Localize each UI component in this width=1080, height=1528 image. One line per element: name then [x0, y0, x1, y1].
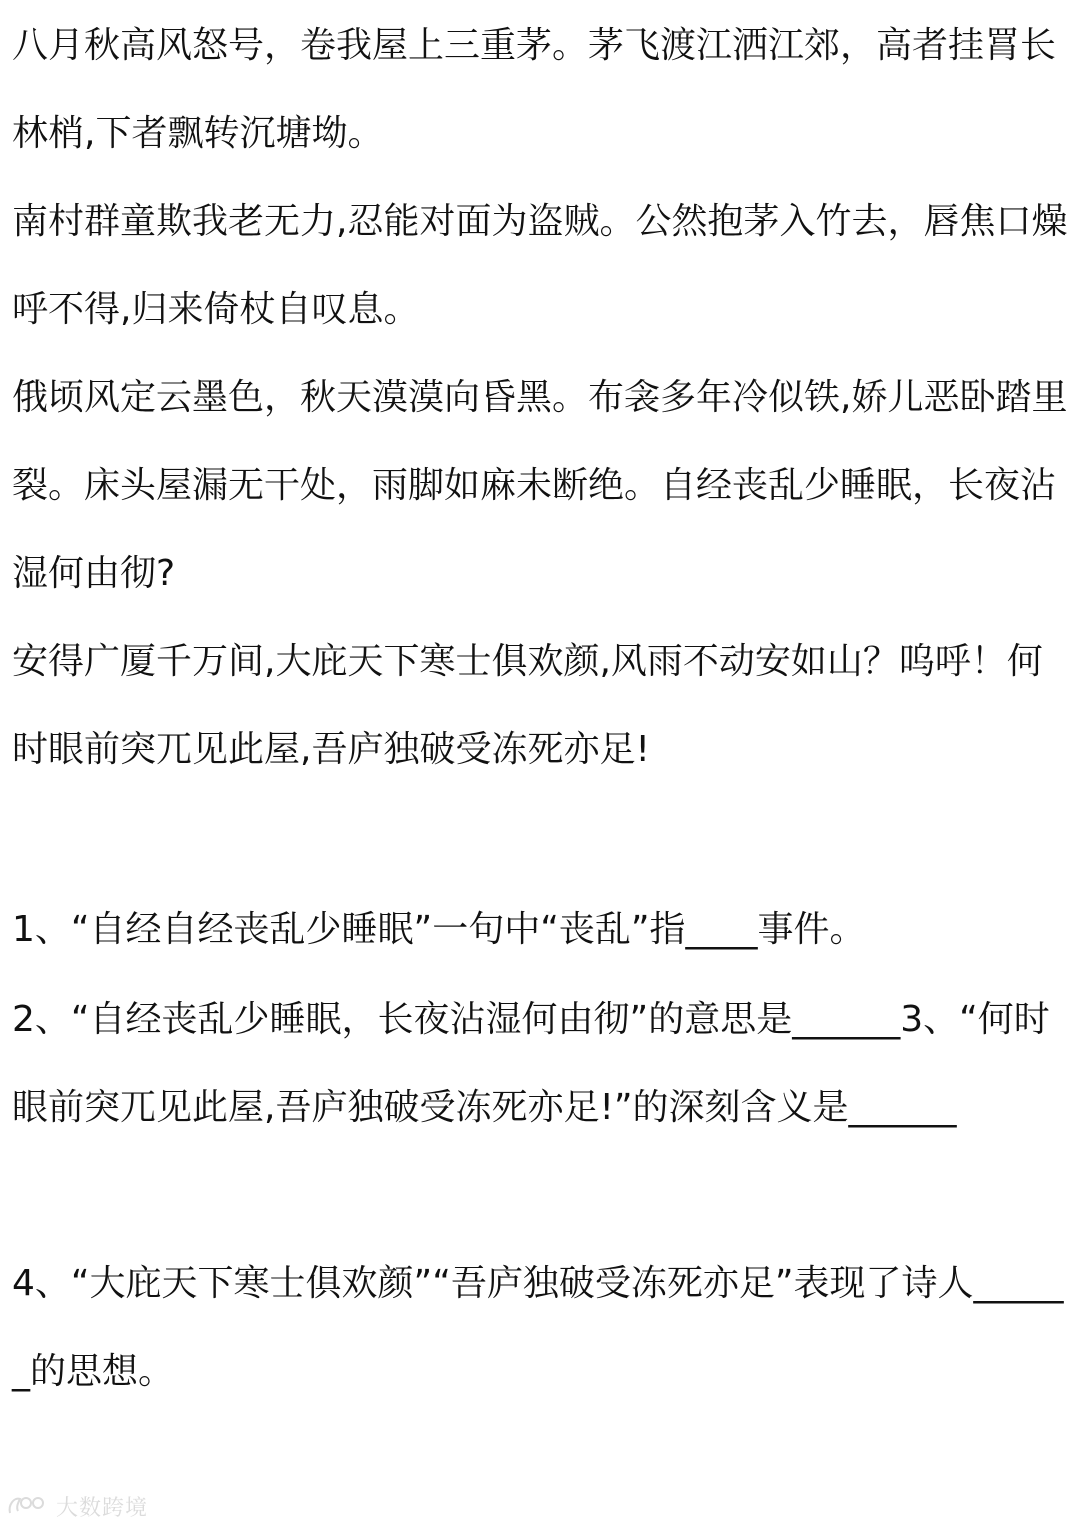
- watermark-text: 大数跨境: [56, 1495, 149, 1521]
- poem-stanza-4: 安得广厦千万间,大庇天下寒士俱欢颜,风雨不动安如山？呜呼！何时眼前突兀见此屋,吾庐独破受冻死亦足!: [12, 641, 1043, 770]
- question-1: 1、“自经自经丧乱少睡眠”一句中“丧乱”指____事件。: [12, 909, 866, 950]
- question-2-3: 2、“自经丧乱少睡眠，长夜沾湿何由彻”的意思是______3、“何时眼前突兀见此屋,吾庐独破受冻死亦足!”的深刻含义是______: [12, 999, 1050, 1128]
- brand-logo-icon: [6, 1491, 50, 1521]
- poem-stanza-1: 八月秋高风怒号，卷我屋上三重茅。茅飞渡江洒江郊，高者挂罥长林梢,下者飘转沉塘坳。: [12, 25, 1057, 154]
- poem-stanza-2: 南村群童欺我老无力,忍能对面为盗贼。公然抱茅入竹去，唇焦口燥呼不得,归来倚杖自叹息。: [12, 201, 1068, 330]
- question-4: 4、“大庇天下寒士俱欢颜”“吾庐独破受冻死亦足”表现了诗人______的思想。: [12, 1263, 1064, 1392]
- watermark: [6, 1488, 148, 1524]
- poem-stanza-3: 俄顷风定云墨色，秋天漠漠向昏黑。布衾多年冷似铁,娇儿恶卧踏里裂。床头屋漏无干处，雨脚如麻未断绝。自经丧乱少睡眠，长夜沾湿何由彻?: [12, 377, 1068, 594]
